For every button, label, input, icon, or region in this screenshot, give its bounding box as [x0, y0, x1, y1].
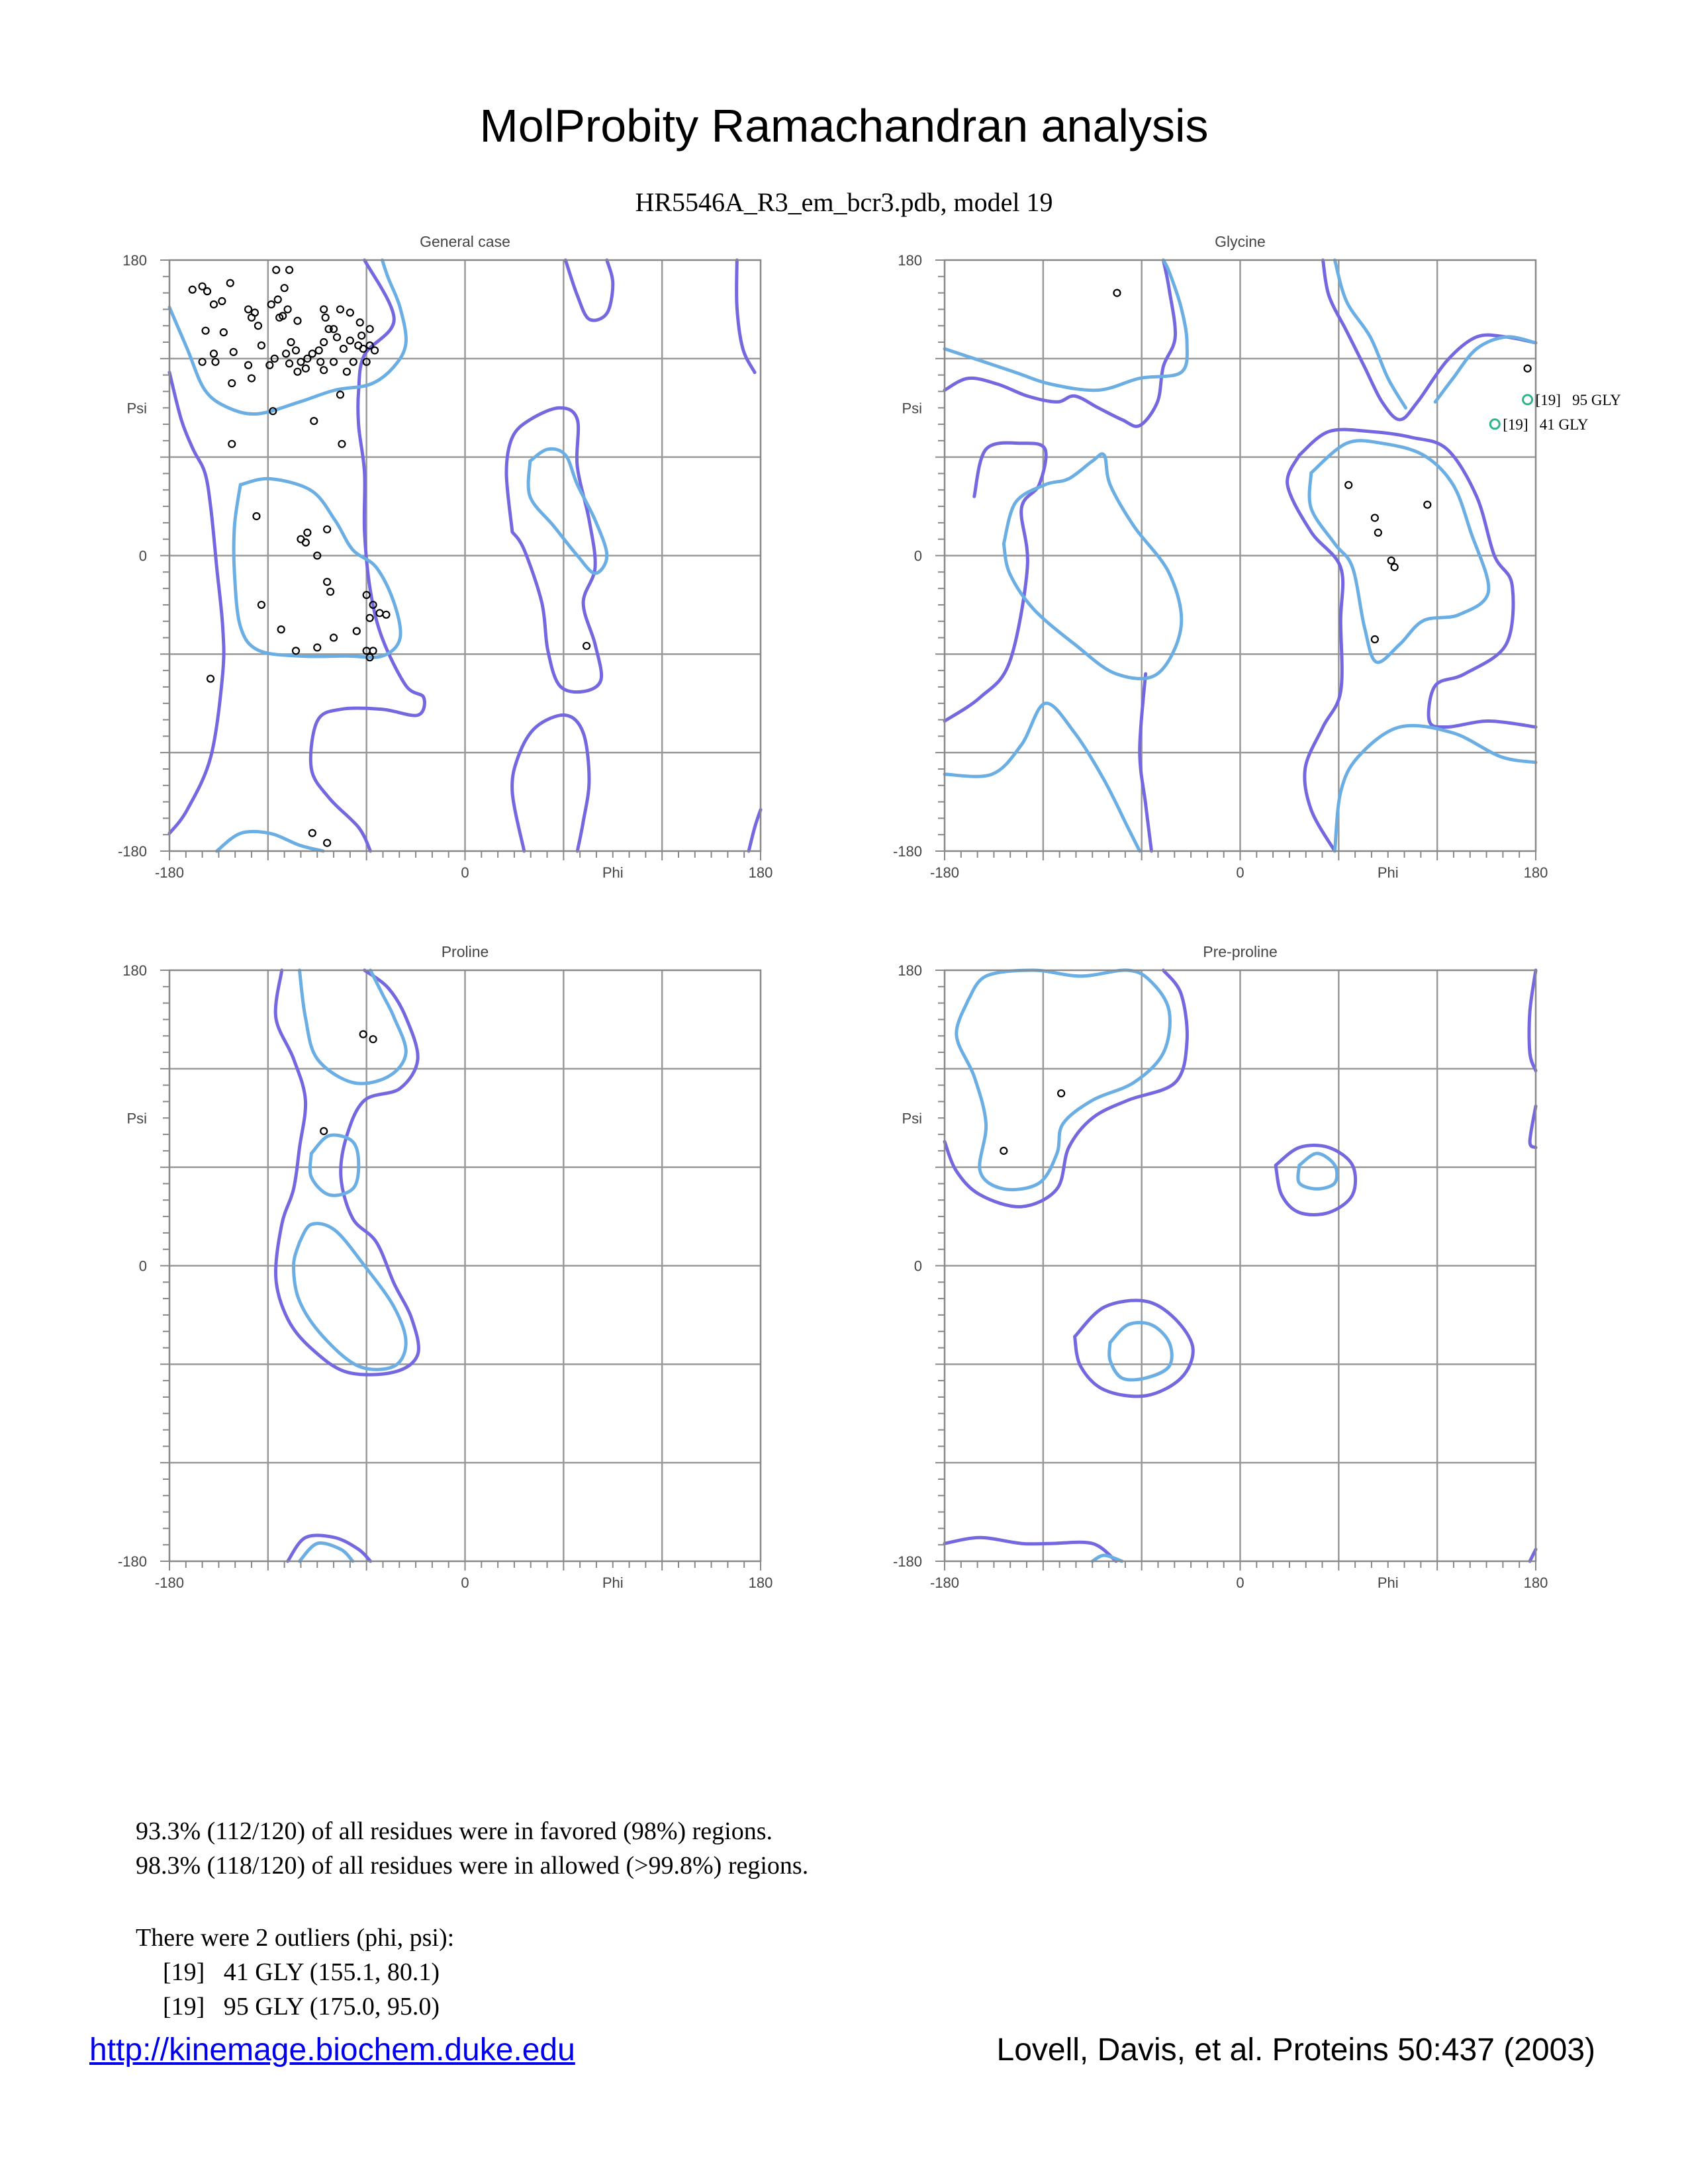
residue-point	[1524, 365, 1531, 372]
residue-point	[211, 350, 217, 357]
residue-point	[294, 318, 301, 324]
residue-point	[227, 280, 234, 287]
residue-point	[286, 267, 293, 273]
favored-region-contour	[1109, 1322, 1172, 1380]
residue-point	[314, 644, 320, 651]
allowed-region-contour	[1323, 260, 1536, 420]
residue-point	[293, 347, 299, 353]
allowed-region-contour	[565, 260, 613, 320]
favored-region-contour	[310, 1135, 358, 1195]
residue-point	[286, 360, 293, 367]
plot-title: Pre-proline	[1203, 943, 1278, 960]
residue-point	[320, 306, 327, 312]
y-tick-label: 180	[122, 962, 147, 979]
plot-title: General case	[420, 233, 510, 250]
residue-point	[203, 328, 209, 334]
residue-point	[357, 319, 363, 326]
residue-point	[347, 309, 353, 316]
residue-point	[268, 301, 275, 308]
residue-point	[358, 332, 365, 339]
favored-summary: 93.3% (112/120) of all residues were in favored (98%) regions.	[136, 1817, 773, 1845]
y-tick-label: 180	[122, 252, 147, 269]
residue-point	[360, 345, 367, 352]
allowed-region-contour	[1529, 970, 1536, 1071]
y-tick-label: -180	[117, 1553, 147, 1570]
allowed-region-contour	[945, 1537, 1116, 1561]
residue-point	[285, 306, 291, 312]
plot-panel-2	[893, 233, 1621, 881]
x-tick-label: 0	[461, 1574, 469, 1591]
y-tick-label: 0	[914, 1257, 922, 1275]
residue-point	[344, 369, 350, 375]
residue-point	[293, 647, 299, 654]
residue-point	[350, 359, 357, 365]
allowed-region-contour	[1299, 430, 1536, 727]
plot-title: Glycine	[1215, 233, 1266, 250]
residue-point	[1375, 529, 1382, 536]
favored-region-contour	[300, 970, 406, 1083]
residue-point	[347, 338, 353, 344]
favored-region-contour	[1335, 260, 1405, 408]
plot-panel-4	[893, 943, 1548, 1591]
y-tick-label: 180	[898, 252, 922, 269]
outlier-label: [19] 41 GLY	[1503, 416, 1589, 433]
residue-point	[367, 326, 373, 332]
residue-point	[1372, 636, 1378, 643]
x-axis-label: Phi	[602, 864, 624, 881]
residue-point	[1388, 557, 1395, 564]
residue-point	[317, 359, 324, 365]
allowed-region-contour	[749, 810, 761, 852]
residue-point	[1424, 502, 1430, 508]
residue-point	[334, 334, 340, 341]
residue-point	[353, 628, 360, 635]
allowed-region-contour	[169, 373, 224, 833]
residue-point	[316, 347, 322, 353]
residue-point	[1372, 514, 1378, 521]
outlier-line-2: [19] 95 GLY (175.0, 95.0)	[163, 1993, 440, 2021]
x-tick-label: -180	[929, 864, 960, 881]
favored-region-contour	[1092, 1555, 1122, 1561]
y-tick-label: 0	[914, 547, 922, 565]
residue-point	[245, 306, 252, 312]
residue-point	[189, 287, 196, 293]
residue-point	[377, 610, 383, 616]
residue-point	[294, 369, 301, 375]
residue-point	[230, 349, 237, 355]
residue-point	[338, 441, 345, 447]
residue-point	[204, 288, 211, 295]
favored-region-contour	[300, 1543, 353, 1561]
y-axis-label: Psi	[126, 400, 147, 417]
residue-point	[303, 539, 309, 546]
favored-region-contour	[945, 260, 1187, 390]
residue-point	[322, 314, 329, 321]
x-tick-label: 0	[461, 864, 469, 881]
residue-point	[303, 365, 309, 372]
residue-point	[297, 359, 304, 365]
y-axis-label: Psi	[902, 1110, 922, 1127]
residue-point	[304, 529, 310, 536]
x-tick-label: 180	[1523, 864, 1548, 881]
residue-point	[281, 285, 288, 291]
y-tick-label: -180	[892, 1553, 922, 1570]
residue-point	[1000, 1148, 1007, 1154]
favored-region-contour	[216, 831, 323, 851]
residue-point	[248, 375, 255, 382]
outlier-line-1: [19] 41 GLY (155.1, 80.1)	[163, 1958, 440, 1986]
allowed-region-contour	[737, 260, 755, 373]
x-axis-label: Phi	[1377, 864, 1399, 881]
residue-point	[330, 635, 337, 641]
allowed-region-contour	[945, 260, 1175, 426]
allowed-region-contour	[288, 1535, 371, 1561]
favored-region-contour	[234, 478, 400, 657]
favored-region-contour	[1004, 454, 1181, 679]
residue-point	[218, 298, 225, 304]
y-axis-label: Psi	[126, 1110, 147, 1127]
kinemage-link[interactable]: http://kinemage.biochem.duke.edu	[89, 2032, 575, 2068]
y-tick-label: 0	[138, 1257, 147, 1275]
favored-region-contour	[957, 970, 1170, 1190]
residue-point	[258, 342, 265, 349]
residue-point	[583, 643, 590, 649]
favored-region-contour	[945, 704, 1140, 851]
x-axis-label: Phi	[1377, 1574, 1399, 1591]
plot-panel-3	[118, 943, 773, 1591]
residue-point	[245, 362, 252, 369]
residue-point	[199, 359, 206, 365]
residue-point	[273, 267, 279, 273]
x-tick-label: 180	[748, 864, 773, 881]
outlier-label: [19] 95 GLY	[1535, 391, 1621, 408]
x-tick-label: 0	[1236, 1574, 1244, 1591]
residue-point	[1391, 564, 1398, 570]
favored-region-contour	[1435, 337, 1536, 402]
residue-point	[255, 322, 261, 329]
residue-point	[212, 359, 218, 365]
plot-title: Proline	[441, 943, 489, 960]
residue-point	[337, 306, 344, 312]
residue-point	[283, 350, 289, 357]
residue-point	[337, 391, 344, 398]
residue-point	[309, 350, 316, 357]
favored-region-contour	[169, 260, 406, 414]
allowed-region-contour	[1530, 1549, 1536, 1561]
residue-point	[228, 441, 235, 447]
x-tick-label: 0	[1236, 864, 1244, 881]
x-tick-label: 180	[1523, 1574, 1548, 1591]
residue-point	[310, 418, 317, 424]
outlier-point	[1490, 420, 1499, 429]
plot-panel-1	[118, 233, 773, 881]
y-tick-label: 180	[898, 962, 922, 979]
x-tick-label: 180	[748, 1574, 773, 1591]
allowed-region-contour	[1276, 1146, 1356, 1215]
y-tick-label: -180	[892, 843, 922, 860]
allowed-region-contour	[512, 715, 589, 851]
residue-point	[278, 626, 285, 633]
outlier-point	[1523, 395, 1532, 404]
allowed-summary: 98.3% (118/120) of all residues were in allowed (>99.8%) regions.	[136, 1852, 809, 1880]
residue-point	[320, 339, 327, 345]
residue-point	[324, 578, 330, 585]
allowed-region-contour	[945, 443, 1046, 721]
citation: Lovell, Davis, et al. Proteins 50:437 (2003)	[996, 2032, 1595, 2068]
residue-point	[253, 513, 259, 520]
residue-point	[367, 615, 373, 621]
residue-point	[258, 602, 265, 608]
y-tick-label: 0	[138, 547, 147, 565]
residue-point	[1058, 1090, 1064, 1097]
residue-point	[330, 359, 337, 365]
residue-point	[275, 296, 281, 303]
page-title: MolProbity Ramachandran analysis	[479, 100, 1209, 152]
residue-point	[1113, 290, 1120, 296]
residue-point	[360, 1031, 367, 1038]
residue-point	[220, 329, 227, 336]
residue-point	[252, 309, 258, 316]
favored-region-contour	[1335, 725, 1536, 851]
x-tick-label: -180	[154, 1574, 185, 1591]
residue-point	[327, 588, 334, 595]
residue-point	[320, 367, 327, 373]
residue-point	[207, 676, 214, 682]
residue-point	[340, 345, 347, 352]
favored-region-contour	[1298, 1154, 1337, 1189]
residue-point	[1345, 482, 1352, 488]
x-tick-label: -180	[154, 864, 185, 881]
residue-point	[309, 830, 316, 837]
y-axis-label: Psi	[902, 400, 922, 417]
favored-region-contour	[1309, 441, 1489, 662]
residue-point	[320, 1128, 327, 1134]
residue-point	[324, 526, 330, 533]
file-subtitle: HR5546A_R3_em_bcr3.pdb, model 19	[635, 187, 1053, 217]
residue-point	[370, 1036, 377, 1042]
residue-point	[211, 301, 217, 308]
outliers-header: There were 2 outliers (phi, psi):	[136, 1924, 455, 1952]
residue-point	[288, 339, 295, 345]
x-tick-label: -180	[929, 1574, 960, 1591]
x-axis-label: Phi	[602, 1574, 624, 1591]
residue-point	[324, 840, 330, 846]
allowed-region-contour	[1530, 1106, 1536, 1148]
residue-point	[228, 380, 235, 387]
residue-point	[370, 647, 377, 654]
residue-point	[371, 347, 378, 353]
residue-point	[383, 612, 389, 618]
allowed-region-contour	[1075, 1300, 1194, 1396]
y-tick-label: -180	[117, 843, 147, 860]
